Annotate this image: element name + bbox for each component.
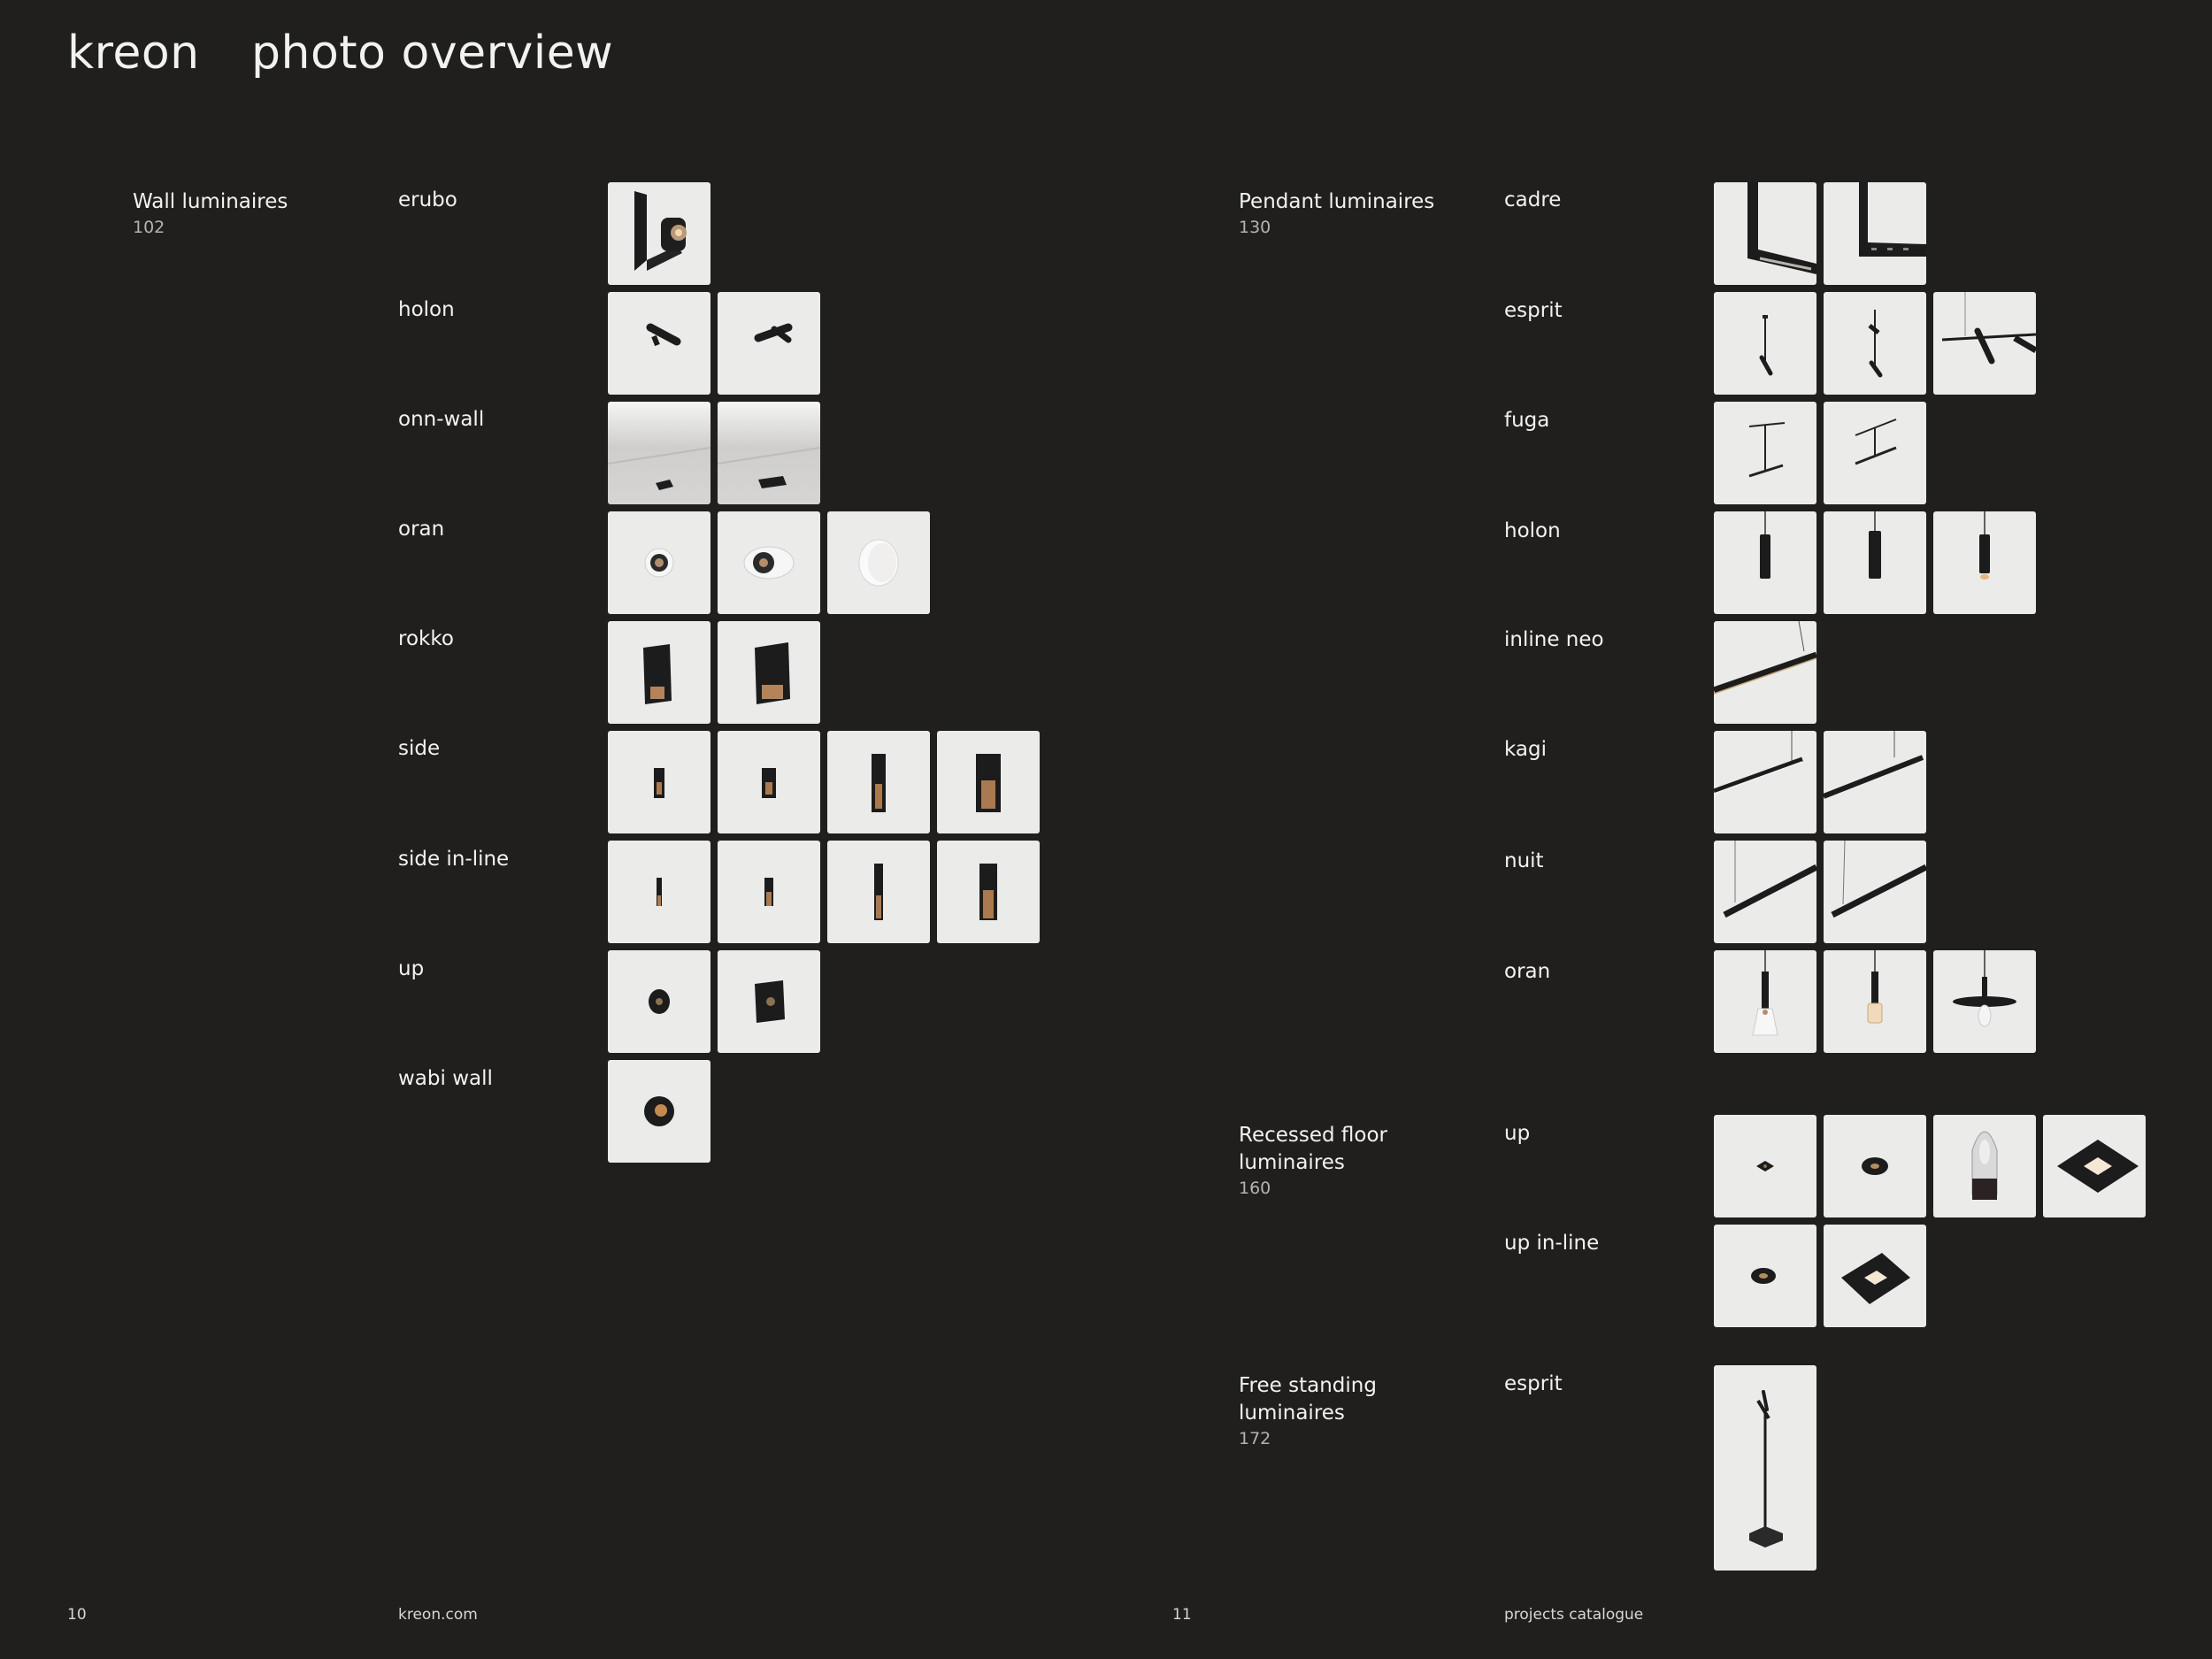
thumbnail-row bbox=[608, 402, 820, 504]
product-thumbnail[interactable] bbox=[1933, 1115, 2036, 1217]
product-name: kagi bbox=[1504, 738, 1547, 761]
product-thumbnail[interactable] bbox=[608, 402, 710, 504]
category-page: 172 bbox=[1239, 1429, 1271, 1448]
product-thumbnail[interactable] bbox=[1714, 292, 1816, 395]
product-thumbnail[interactable] bbox=[1714, 621, 1816, 724]
product-name: nuit bbox=[1504, 849, 1544, 872]
thumbnail-row bbox=[1714, 950, 2036, 1053]
product-thumbnail[interactable] bbox=[1824, 1225, 1926, 1327]
thumbnail-row bbox=[608, 621, 820, 724]
thumbnail-row bbox=[1714, 1115, 2146, 1217]
website-link[interactable]: kreon.com bbox=[398, 1606, 478, 1624]
thumbnail-row bbox=[1714, 1365, 1816, 1571]
product-thumbnail[interactable] bbox=[827, 511, 930, 614]
product-thumbnail[interactable] bbox=[1824, 731, 1926, 833]
product-thumbnail[interactable] bbox=[1714, 1225, 1816, 1327]
catalogue-label: projects catalogue bbox=[1504, 1606, 1644, 1624]
product-thumbnail[interactable] bbox=[1824, 1115, 1926, 1217]
thumbnail-row bbox=[608, 731, 1040, 833]
product-thumbnail[interactable] bbox=[937, 841, 1040, 943]
thumbnail-row bbox=[1714, 182, 1926, 285]
product-name: cadre bbox=[1504, 188, 1562, 211]
product-thumbnail[interactable] bbox=[1714, 1365, 1816, 1571]
brand-logo: kreon bbox=[67, 27, 200, 80]
thumbnail-row bbox=[608, 841, 1040, 943]
category-pendant-luminaires bbox=[1239, 188, 1434, 237]
product-thumbnail[interactable] bbox=[718, 731, 820, 833]
thumbnail-row bbox=[1714, 511, 2036, 614]
product-thumbnail[interactable] bbox=[1714, 402, 1816, 504]
product-thumbnail[interactable] bbox=[1714, 182, 1816, 285]
product-thumbnail[interactable] bbox=[1714, 511, 1816, 614]
product-name: oran bbox=[398, 518, 445, 541]
product-name: onn-wall bbox=[398, 408, 485, 431]
product-thumbnail[interactable] bbox=[1933, 511, 2036, 614]
product-thumbnail[interactable] bbox=[1933, 950, 2036, 1053]
product-name: holon bbox=[1504, 519, 1561, 542]
product-name: side bbox=[398, 737, 441, 760]
thumbnail-row bbox=[608, 1060, 710, 1163]
product-thumbnail[interactable] bbox=[608, 182, 710, 285]
product-thumbnail[interactable] bbox=[718, 950, 820, 1053]
product-name: rokko bbox=[398, 627, 454, 650]
category-name: Pendant luminaires bbox=[1239, 190, 1435, 213]
page-number-left: 10 bbox=[67, 1606, 87, 1624]
product-thumbnail[interactable] bbox=[718, 292, 820, 395]
product-name: esprit bbox=[1504, 299, 1563, 322]
product-thumbnail[interactable] bbox=[608, 731, 710, 833]
product-name: inline neo bbox=[1504, 628, 1604, 651]
product-name: holon bbox=[398, 298, 455, 321]
product-thumbnail[interactable] bbox=[608, 841, 710, 943]
product-name: wabi wall bbox=[398, 1067, 493, 1090]
thumbnail-row bbox=[1714, 402, 1926, 504]
product-thumbnail[interactable] bbox=[718, 621, 820, 724]
thumbnail-row bbox=[1714, 621, 1816, 724]
product-name: esprit bbox=[1504, 1372, 1563, 1395]
category-page: 130 bbox=[1239, 218, 1271, 237]
product-name: erubo bbox=[398, 188, 457, 211]
category-recessed-floor-luminaires bbox=[1239, 1122, 1387, 1198]
page-title: photo overview bbox=[251, 27, 614, 80]
page-number-right: 11 bbox=[1172, 1606, 1192, 1624]
product-thumbnail[interactable] bbox=[608, 621, 710, 724]
product-thumbnail[interactable] bbox=[827, 731, 930, 833]
product-thumbnail[interactable] bbox=[1714, 841, 1816, 943]
thumbnail-row bbox=[608, 182, 710, 285]
thumbnail-row bbox=[1714, 841, 1926, 943]
product-thumbnail[interactable] bbox=[1824, 402, 1926, 504]
product-thumbnail[interactable] bbox=[1933, 292, 2036, 395]
thumbnail-row bbox=[608, 511, 930, 614]
category-wall-luminaires bbox=[133, 188, 288, 237]
product-thumbnail[interactable] bbox=[1714, 950, 1816, 1053]
thumbnail-row bbox=[608, 292, 820, 395]
product-thumbnail[interactable] bbox=[608, 511, 710, 614]
product-name: up bbox=[1504, 1122, 1531, 1145]
product-thumbnail[interactable] bbox=[718, 402, 820, 504]
product-thumbnail[interactable] bbox=[1714, 1115, 1816, 1217]
thumbnail-row bbox=[1714, 1225, 1926, 1327]
product-thumbnail[interactable] bbox=[1824, 950, 1926, 1053]
product-name: up bbox=[398, 957, 425, 980]
product-thumbnail[interactable] bbox=[1824, 841, 1926, 943]
product-thumbnail[interactable] bbox=[608, 950, 710, 1053]
product-name: oran bbox=[1504, 960, 1551, 983]
thumbnail-row bbox=[1714, 292, 2036, 395]
product-thumbnail[interactable] bbox=[827, 841, 930, 943]
category-name: Free standing bbox=[1239, 1374, 1377, 1397]
product-thumbnail[interactable] bbox=[1824, 182, 1926, 285]
product-name: up in-line bbox=[1504, 1232, 1600, 1255]
product-thumbnail[interactable] bbox=[1824, 292, 1926, 395]
product-thumbnail[interactable] bbox=[718, 511, 820, 614]
product-thumbnail[interactable] bbox=[937, 731, 1040, 833]
product-thumbnail[interactable] bbox=[718, 841, 820, 943]
category-name: Wall luminaires bbox=[133, 190, 288, 213]
thumbnail-row bbox=[1714, 731, 1926, 833]
thumbnail-row bbox=[608, 950, 820, 1053]
category-page: 102 bbox=[133, 218, 165, 237]
product-thumbnail[interactable] bbox=[608, 292, 710, 395]
product-thumbnail[interactable] bbox=[1714, 731, 1816, 833]
product-thumbnail[interactable] bbox=[1824, 511, 1926, 614]
category-name: luminaires bbox=[1239, 1402, 1345, 1425]
category-page: 160 bbox=[1239, 1179, 1271, 1198]
category-free-standing-luminaires bbox=[1239, 1372, 1377, 1448]
category-name: Recessed floor bbox=[1239, 1124, 1388, 1147]
product-name: side in-line bbox=[398, 848, 510, 871]
category-name: luminaires bbox=[1239, 1151, 1345, 1174]
product-thumbnail[interactable] bbox=[2043, 1115, 2146, 1217]
product-name: fuga bbox=[1504, 409, 1550, 432]
product-thumbnail[interactable] bbox=[608, 1060, 710, 1163]
